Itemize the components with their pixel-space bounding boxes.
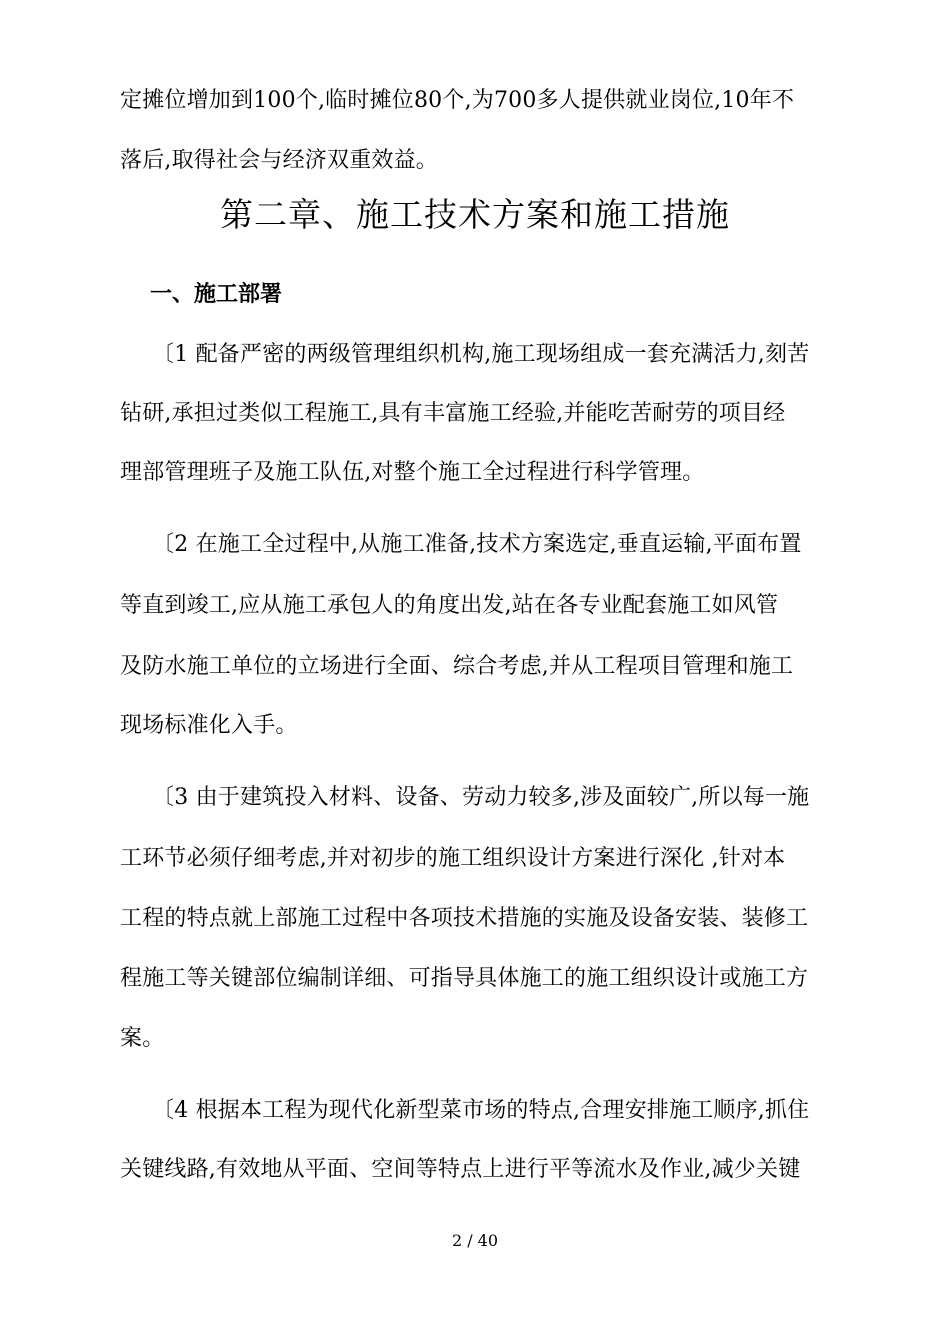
paragraph-line: 等直到竣工,应从施工承包人的角度出发,站在各专业配套施工如风管 <box>120 593 779 618</box>
paragraph-line: 工环节必须仔细考虑,并对初步的施工组织设计方案进行深化 ,针对本 <box>120 846 786 871</box>
page-number: 2 / 40 <box>451 1231 499 1250</box>
chapter-title: 第二章、施工技术方案和施工措施 <box>220 195 730 234</box>
body-text-line: 落后,取得社会与经济双重效益。 <box>120 148 438 173</box>
paragraph-line: 关键线路,有效地从平面、空间等特点上进行平等流水及作业,减少关键 <box>120 1157 801 1182</box>
paragraph-line: 〔2 在施工全过程中,从施工准备,技术方案选定,垂直运输,平面布置 <box>152 532 802 557</box>
paragraph-line: 理部管理班子及施工队伍,对整个施工全过程进行科学管理。 <box>120 460 705 485</box>
paragraph-line: 现场标准化入手。 <box>120 713 298 738</box>
section-heading: 一、施工部署 <box>150 282 283 307</box>
paragraph-line: 〔3 由于建筑投入材料、设备、劳动力较多,涉及面较广,所以每一施 <box>152 785 810 810</box>
paragraph-line: 钻研,承担过类似工程施工,具有丰富施工经验,并能吃苦耐劳的项目经 <box>120 401 786 426</box>
paragraph-line: 程施工等关键部位编制详细、可指导具体施工的施工组织设计或施工方 <box>120 966 809 991</box>
paragraph-line: 案。 <box>120 1026 165 1051</box>
paragraph-line: 工程的特点就上部施工过程中各项技术措施的实施及设备安装、装修工 <box>120 906 809 931</box>
body-text-line: 定摊位增加到100个,临时摊位80个,为700多人提供就业岗位,10年不 <box>120 88 795 113</box>
paragraph-line: 及防水施工单位的立场进行全面、综合考虑,并从工程项目管理和施工 <box>120 654 794 679</box>
paragraph-line: 〔1 配备严密的两级管理组织机构,施工现场组成一套充满活力,刻苦 <box>152 342 810 367</box>
paragraph-line: 〔4 根据本工程为现代化新型菜市场的特点,合理安排施工顺序,抓住 <box>152 1098 810 1123</box>
